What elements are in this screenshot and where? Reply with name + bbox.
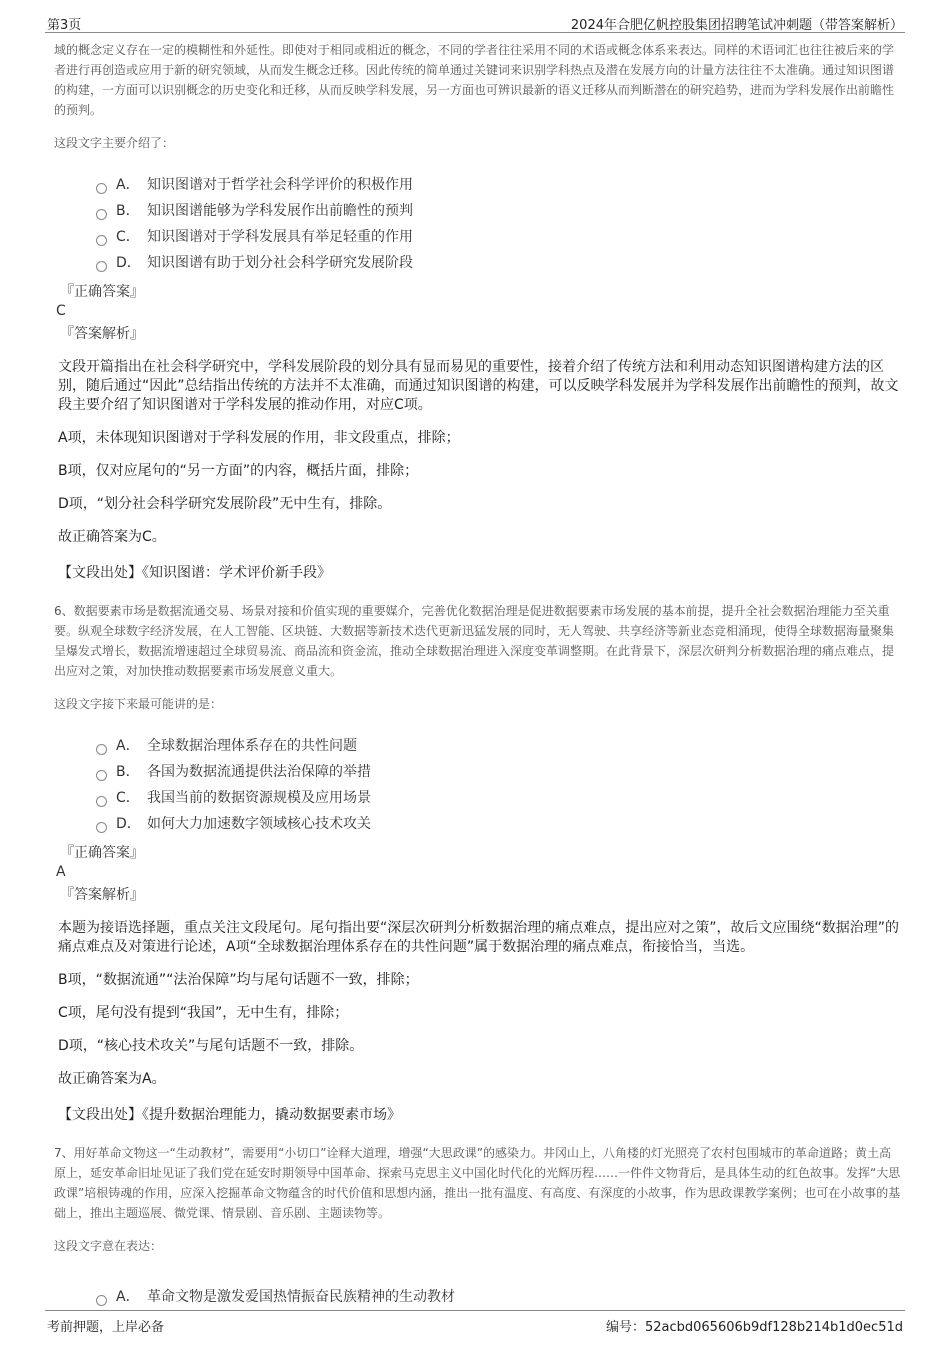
radio-icon[interactable] [96,209,107,220]
page-header [45,10,905,33]
q6-analysis-4: 故正确答案为A。 [58,1071,166,1087]
radio-icon[interactable] [96,796,107,807]
q5-option-d[interactable]: D． 知识图谱有助于划分社会科学研究发展阶段 [96,250,902,276]
q7-stem: 7、用好革命文物这一“生动教材”，需要用“小切口”诠释大道理，增强“大思政课”的感染力。井冈山上，八角楼的灯光照亮了农村包围城市的革命道路；黄土高原上，延安革命旧址见证了我们党在延安时期领导中国革命、探索马克思主义中国化时代化的光辉历程……一件件文物背后，是具体生动的红色故事。发挥“大思政课”培根铸魂的作用，应深入挖掘革命文物蕴含的时代价值和思想内涵，推出一批有温度、有高度、有深度的小故事，作为思政课教学案例；也可在小故事的基础上，推出主题巡展、微党课、情景剧、音乐剧、主题读物等。 [54,1146,901,1220]
q6-analysis-0: 本题为接语选择题，重点关注文段尾句。尾句指出要“深层次研判分析数据治理的痛点难点，提出应对之策”，故后文应围绕“数据治理”的痛点难点及对策进行论述，A项“全球数据治理体系存在的共性问题”属于数据治理的痛点难点，衔接恰当，当选。 [58,920,900,955]
q6-answer: A [56,864,66,880]
radio-icon[interactable] [96,1295,107,1306]
q6-option-a[interactable]: A． 全球数据治理体系存在的共性问题 [96,733,902,759]
q5-analysis-3: D项，“划分社会科学研究发展阶段”无中生有，排除。 [58,496,392,512]
radio-icon[interactable] [96,822,107,833]
q5-option-b[interactable]: B． 知识图谱能够为学科发展作出前瞻性的预判 [96,198,902,224]
q5-analysis-0: 文段开篇指出在社会科学研究中，学科发展阶段的划分具有显而易见的重要性，接着介绍了传统方法和利用动态知识图谱构建方法的区别，随后通过“因此”总结指出传统的方法并不太准确，而通过知识图谱的构建，可以反映学科发展并为学科发展作出前瞻性的预判，故文段主要介绍了知识图谱对于学科发展的推动作用，对应C项。 [58,359,899,413]
q7-prompt: 这段文字意在表达： [54,1239,163,1253]
q6-stem: 6、数据要素市场是数据流通交易、场景对接和价值实现的重要媒介，完善优化数据治理是促进数据要素市场发展的基本前提，提升全社会数据治理能力至关重要。纵观全球数字经济发展，在人工智能、区块链、大数据等新技术迭代更新迅猛发展的同时，无人驾驶、共享经济等新业态竞相涌现，使得全球数据海量聚集呈爆发式增长，数据流增速超过全球贸易流、商品流和资金流，推动全球数据治理进入深度变革调整期。在此背景下，深层次研判分析数据治理的痛点难点，提出应对之策，对加快推动数据要素市场发展意义重大。 [54,604,895,678]
q6-option-d[interactable]: D． 如何大力加速数字领域核心技术攻关 [96,811,902,837]
q5-analysis-2: B项，仅对应尾句的“另一方面”的内容，概括片面，排除； [58,463,419,479]
q6-analysis-3: D项，“核心技术攻关”与尾句话题不一致，排除。 [58,1038,364,1054]
q5-passage: 域的概念定义存在一定的模糊性和外延性。即使对于相同或相近的概念，不同的学者往往采用不同的术语或概念体系来表达。同样的术语词汇也往往被后来的学者进行再创造或应用于新的研究领域，从而发生概念迁移。因此传统的简单通过关键词来识别学科热点及潜在发展方向的计量方法往往不太准确。通过知识图谱的构建，一方面可以识别概念的历史变化和迁移，从而反映学科发展，另一方面也可辨识最新的语义迁移从而判断潜在的研究趋势，进而为学科发展作出前瞻性的预判。 [54,43,895,117]
q6-answer-label: 『正确答案』 [60,845,144,861]
page-number: 第3页 [47,18,82,33]
footer-slogan: 考前押题，上岸必备 [47,1320,165,1335]
radio-icon[interactable] [96,770,107,781]
document-title: 2024年合肥亿帆控股集团招聘笔试冲刺题（带答案解析） [570,18,903,33]
q6-options [96,733,902,837]
page-content [54,40,902,1310]
q5-analysis-label: 『答案解析』 [60,326,144,342]
q5-source: 【文段出处】《知识图谱：学术评价新手段》 [58,565,331,581]
radio-icon[interactable] [96,235,107,246]
q6-prompt: 这段文字接下来最可能讲的是： [54,697,223,711]
q5-answer-label: 『正确答案』 [60,284,144,300]
radio-icon[interactable] [96,744,107,755]
radio-icon[interactable] [96,183,107,194]
q5-analysis-4: 故正确答案为C。 [58,529,166,545]
q5-options [96,172,902,276]
q6-option-b[interactable]: B． 各国为数据流通提供法治保障的举措 [96,759,902,785]
q6-option-c[interactable]: C． 我国当前的数据资源规模及应用场景 [96,785,902,811]
q7-option-a[interactable]: A． 革命文物是激发爱国热情振奋民族精神的生动教材 [96,1284,902,1310]
document-id: 编号：52acbd065606b9df128b214b1d0ec51d [605,1320,903,1335]
page-footer [45,1310,905,1337]
q6-analysis-1: B项，“数据流通”“法治保障”均与尾句话题不一致，排除； [58,972,419,988]
q5-option-a[interactable]: A． 知识图谱对于哲学社会科学评价的积极作用 [96,172,902,198]
q5-prompt: 这段文字主要介绍了： [54,136,175,150]
q6-analysis-label: 『答案解析』 [60,887,144,903]
q5-answer: C [56,303,66,319]
q6-source: 【文段出处】《提升数据治理能力，撬动数据要素市场》 [58,1107,401,1123]
q7-options [96,1284,902,1310]
radio-icon[interactable] [96,261,107,272]
q5-analysis-1: A项，未体现知识图谱对于学科发展的作用，非文段重点，排除； [58,430,460,446]
q6-analysis-2: C项，尾句没有提到“我国”，无中生有，排除； [58,1005,349,1021]
q5-option-c[interactable]: C． 知识图谱对于学科发展具有举足轻重的作用 [96,224,902,250]
